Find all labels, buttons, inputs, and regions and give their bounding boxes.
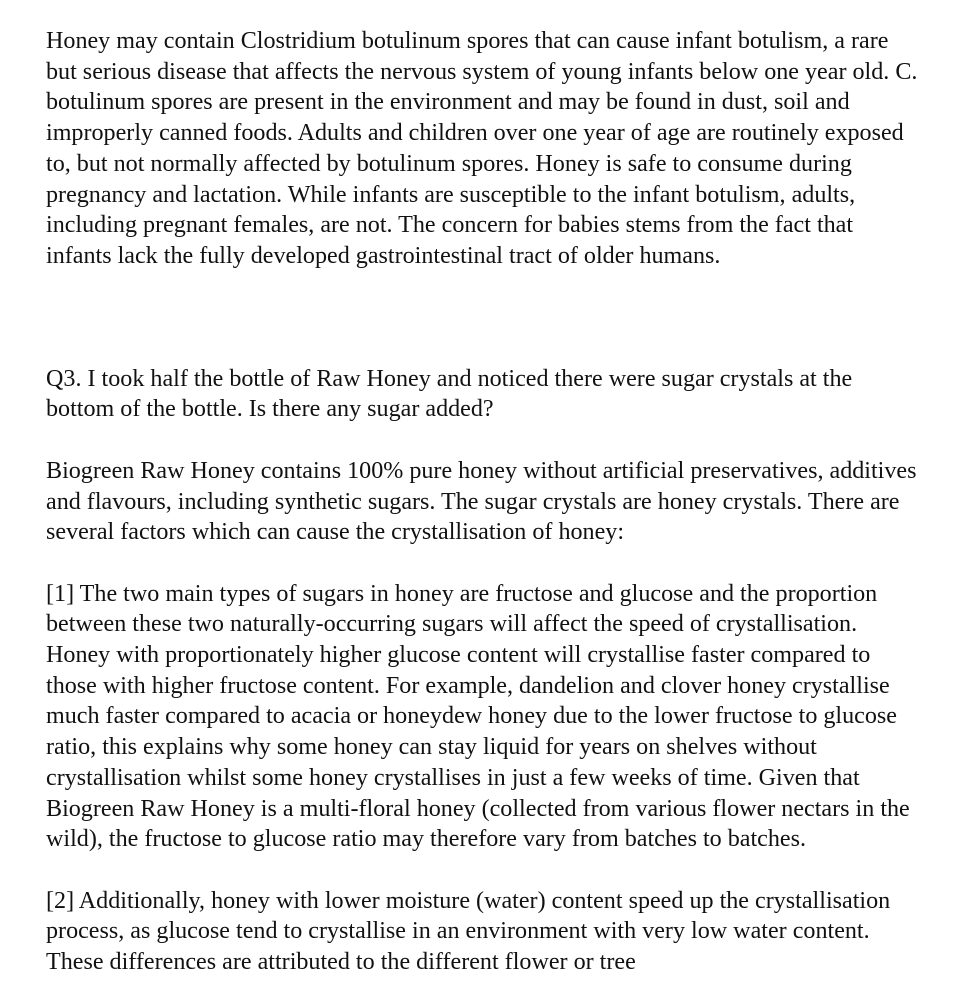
factor-2-paragraph: [2] Additionally, honey with lower moisture (water) content speed up the crystallisation process, as glucose tend to crystallise in an environment with very low water content. These differences are attributed to the different flower or tree xyxy=(46,887,891,976)
paragraph-infant-botulism: Honey may contain Clostridium botulinum spores that can cause infant botulism, a rare but serious disease that affects the nervous system of young infants below one year old. C. botulinum spores are present in the environment and may be found in dust, soil and improperly canned foods. Adults and children over one year of age are routinely exposed to, but not normally affected by botulinum spores. Honey is safe to consume during pregnancy and lactation. While infants are susceptible to the infant botulism, adults, including pregnant females, are not. The concern for babies stems from the fact that infants lack the fully developed gastrointestinal tract of older humans. xyxy=(46,28,918,269)
question-q3: Q3. I took half the bottle of Raw Honey and noticed there were sugar crystals at the bottom of the bottle. Is there any sugar added? xyxy=(46,365,853,423)
factor-1-paragraph: [1] The two main types of sugars in honey are fructose and glucose and the proportion between these two naturally-occurring sugars will affect the speed of crystallisation. Honey with proportionately higher glucose content will crystallise faster compared to those with higher fructose content. For example, dandelion and clover honey crystallise much faster compared to acacia or honeydew honey due to the lower fructose to glucose ratio, this explains why some honey can stay liquid for years on shelves without crystallisation whilst some honey crystallises in just a few weeks of time. Given that Biogreen Raw Honey is a multi-floral honey (collected from various flower nectars in the wild), the fructose to glucose ratio may therefore vary from batches to batches. xyxy=(46,580,910,853)
spacer xyxy=(46,272,918,333)
spacer xyxy=(46,333,918,364)
spacer xyxy=(46,548,918,579)
answer-q3: Biogreen Raw Honey contains 100% pure honey without artificial preservatives, additives and flavours, including synthetic sugars. The sugar crystals are honey crystals. There are several factors which can cause the crystallisation of honey: xyxy=(46,457,917,546)
document-body xyxy=(46,26,918,978)
spacer xyxy=(46,855,918,886)
spacer xyxy=(46,425,918,456)
